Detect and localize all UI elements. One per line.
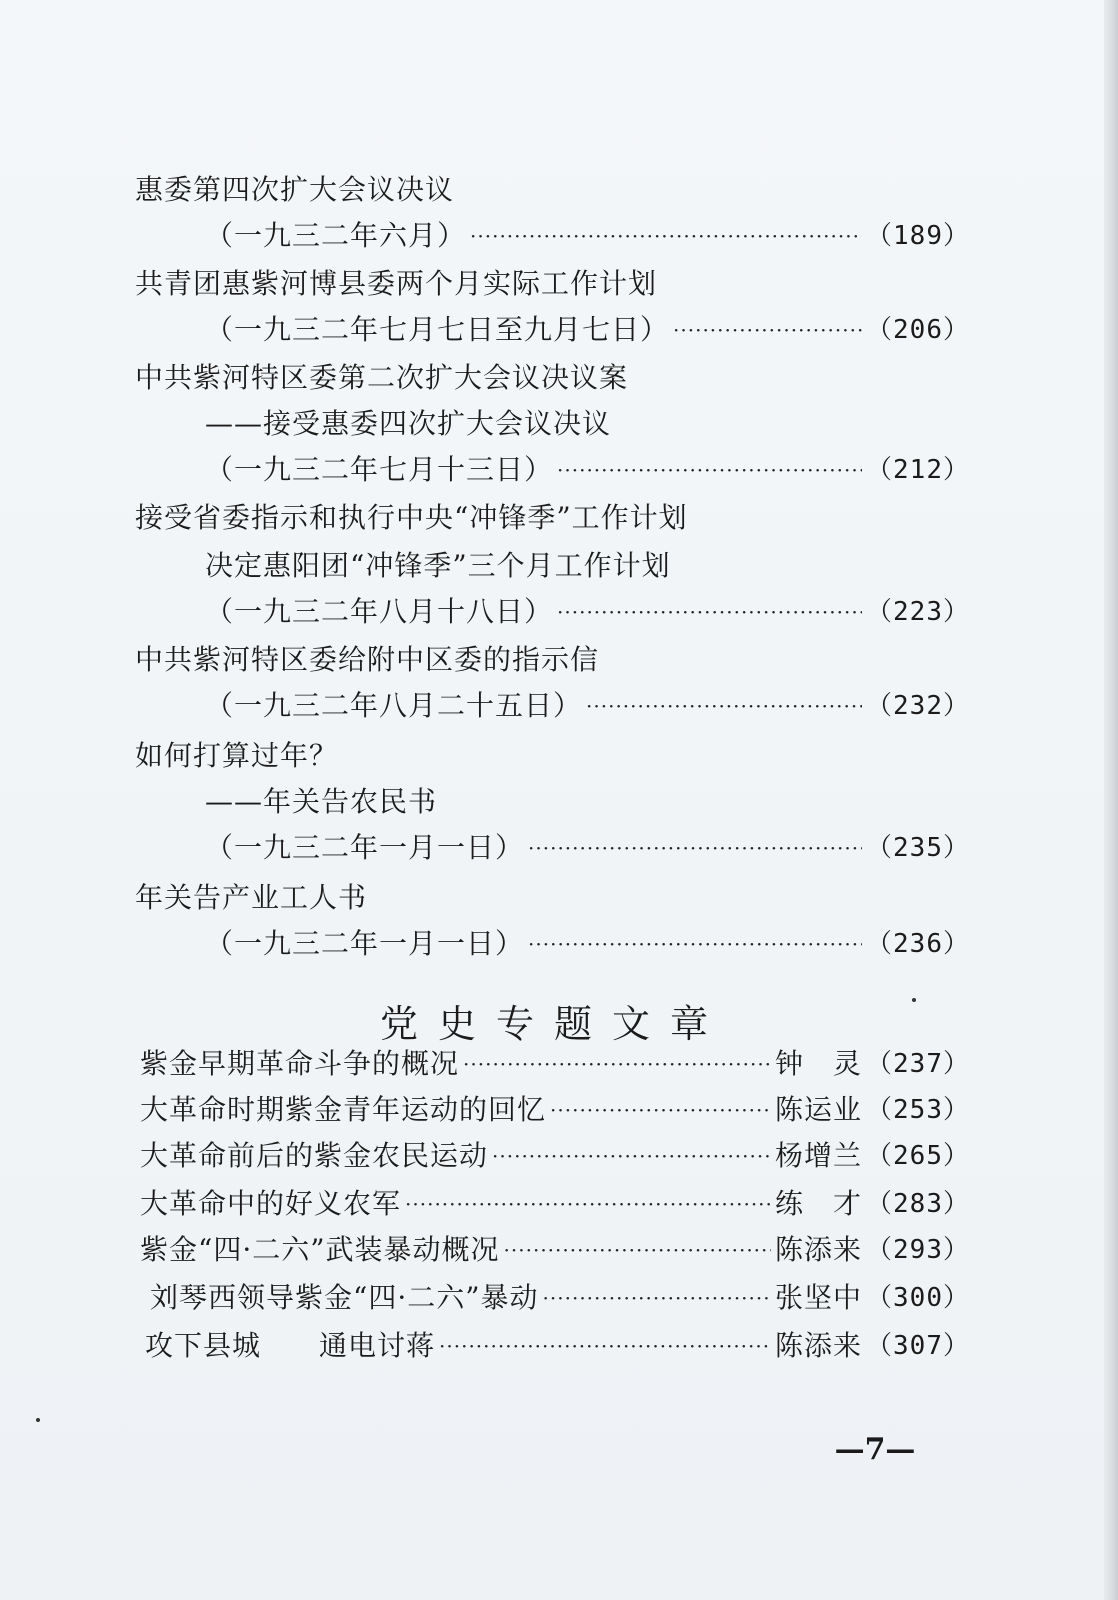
entry-page: （236） bbox=[866, 929, 970, 959]
leader-dots bbox=[550, 1090, 771, 1130]
article-page: （283） bbox=[866, 1189, 970, 1219]
print-speck bbox=[36, 1418, 40, 1422]
leader-dots bbox=[439, 1326, 771, 1366]
article-author: 陈添来 bbox=[775, 1329, 863, 1362]
print-speck bbox=[912, 998, 916, 1002]
entry-subtitle-4: 决定惠阳团“冲锋季”三个月工作计划 bbox=[205, 549, 671, 582]
entry-date: （一九三二年一月一日） bbox=[205, 927, 525, 960]
section-heading: 党史专题文章 bbox=[380, 1002, 729, 1046]
entry-date: （一九三二年六月） bbox=[205, 219, 467, 252]
article-row-6 bbox=[150, 1278, 970, 1318]
article-page: （253） bbox=[866, 1095, 970, 1125]
entry-date-line-7 bbox=[205, 924, 970, 964]
entry-title-4: 接受省委指示和执行中央“冲锋季”工作计划 bbox=[135, 501, 688, 534]
article-title: 紫金早期革命斗争的概况 bbox=[140, 1047, 460, 1080]
entry-date: （一九三二年八月十八日） bbox=[205, 595, 554, 628]
entry-title-3: 中共紫河特区委第二次扩大会议决议案 bbox=[135, 361, 629, 394]
leader-dots bbox=[528, 924, 862, 964]
leader-dots bbox=[557, 592, 862, 632]
article-row-7 bbox=[145, 1326, 970, 1366]
entry-title-5: 中共紫河特区委给附中区委的指示信 bbox=[135, 643, 600, 676]
article-author: 杨增兰 bbox=[775, 1139, 863, 1172]
entry-title-6: 如何打算过年？ bbox=[135, 739, 339, 772]
article-author: 练 才 bbox=[775, 1187, 863, 1220]
entry-page: （206） bbox=[866, 315, 970, 345]
entry-date-line-2 bbox=[205, 310, 970, 350]
leader-dots bbox=[470, 216, 862, 256]
leader-dots bbox=[463, 1044, 771, 1084]
entry-page: （212） bbox=[866, 455, 970, 485]
article-page: （293） bbox=[866, 1235, 970, 1265]
article-title: 大革命前后的紫金农民运动 bbox=[140, 1139, 489, 1172]
leader-dots bbox=[543, 1278, 771, 1318]
entry-date: （一九三二年七月十三日） bbox=[205, 453, 554, 486]
article-page: （237） bbox=[866, 1049, 970, 1079]
entry-date: （一九三二年一月一日） bbox=[205, 831, 525, 864]
leader-dots bbox=[504, 1230, 771, 1270]
article-title: 大革命时期紫金青年运动的回忆 bbox=[140, 1093, 547, 1126]
entry-date-line-4 bbox=[205, 592, 970, 632]
entry-date-line-6 bbox=[205, 828, 970, 868]
article-title: 紫金“四·二六”武装暴动概况 bbox=[140, 1233, 500, 1266]
article-row-1 bbox=[140, 1044, 970, 1084]
entry-page: （235） bbox=[866, 833, 970, 863]
entry-page: （223） bbox=[866, 597, 970, 627]
article-author: 陈添来 bbox=[775, 1233, 863, 1266]
article-title: 攻下县城 通电讨蒋 bbox=[145, 1329, 436, 1362]
article-row-2 bbox=[140, 1090, 970, 1130]
entry-subtitle-3: ——接受惠委四次扩大会议决议 bbox=[205, 407, 612, 440]
page-number: —7— bbox=[834, 1432, 916, 1467]
entry-page: （232） bbox=[866, 691, 970, 721]
article-page: （307） bbox=[866, 1331, 970, 1361]
leader-dots bbox=[586, 686, 862, 726]
leader-dots bbox=[673, 310, 862, 350]
entry-date-line-1 bbox=[205, 216, 970, 256]
entry-date: （一九三二年八月二十五日） bbox=[205, 689, 583, 722]
article-author: 钟 灵 bbox=[775, 1047, 863, 1080]
entry-title-1: 惠委第四次扩大会议决议 bbox=[135, 173, 455, 206]
entry-date-line-3 bbox=[205, 450, 970, 490]
page-edge-shadow bbox=[1104, 0, 1118, 1600]
leader-dots bbox=[557, 450, 862, 490]
article-title: 刘琴西领导紫金“四·二六”暴动 bbox=[150, 1281, 539, 1314]
leader-dots bbox=[528, 828, 862, 868]
entry-subtitle-6: ——年关告农民书 bbox=[205, 785, 438, 818]
article-author: 张坚中 bbox=[775, 1281, 863, 1314]
article-page: （265） bbox=[866, 1141, 970, 1171]
leader-dots bbox=[405, 1184, 771, 1224]
article-row-5 bbox=[140, 1230, 970, 1270]
entry-title-7: 年关告产业工人书 bbox=[135, 881, 368, 914]
entry-date: （一九三二年七月七日至九月七日） bbox=[205, 313, 670, 346]
article-row-4 bbox=[140, 1184, 970, 1224]
article-author: 陈运业 bbox=[775, 1093, 863, 1126]
entry-title-2: 共青团惠紫河博县委两个月实际工作计划 bbox=[135, 267, 658, 300]
article-page: （300） bbox=[866, 1283, 970, 1313]
entry-page: （189） bbox=[866, 221, 970, 251]
leader-dots bbox=[492, 1136, 771, 1176]
article-title: 大革命中的好义农军 bbox=[140, 1187, 402, 1220]
entry-date-line-5 bbox=[205, 686, 970, 726]
article-row-3 bbox=[140, 1136, 970, 1176]
